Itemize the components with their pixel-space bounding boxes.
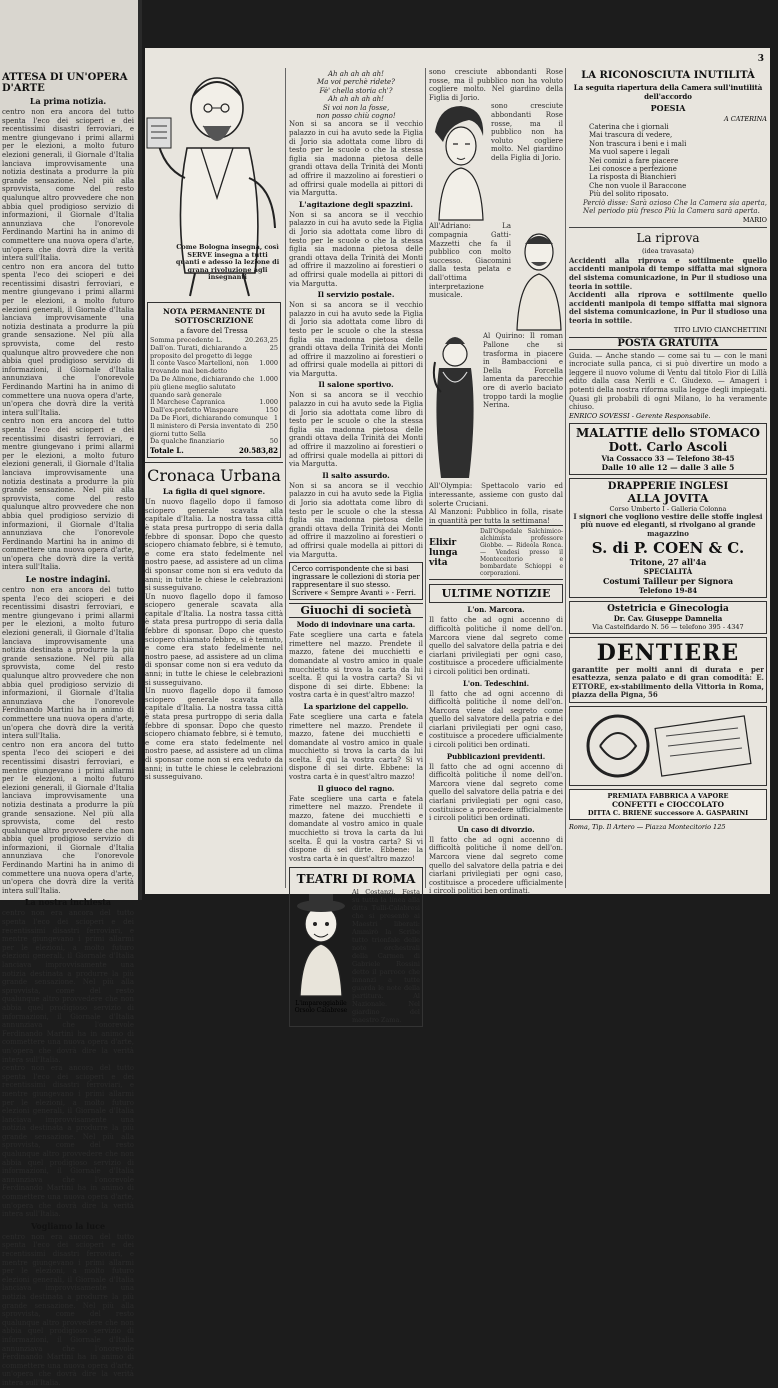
middle-heading-1: L'agitazione degli spazzini. bbox=[299, 199, 413, 209]
premiata-line-1: PREMIATA FABBRICA A VAPORE bbox=[607, 791, 729, 800]
right-poem-line: Più del solito riposato. bbox=[589, 190, 669, 199]
sottoscrizione-box bbox=[147, 302, 281, 458]
left-body-2: centro non era ancora del tutto spenta l'eco dei scioperi e dei recentissimi disastri ferroviari, e mentre giungevano i primi allarmi per le elezioni, a molto futuro elezioni generali, il Giornale d'Italia lanciava improvvisamente una notizia destinata a produrre la più grande sensazione. Nel più alla sprovvista, come del resto qualunque altro provvedere che non abbia quel prodigioso servizio di informazioni, il Giornale d'Italia annunziava che l'onorevole Ferdinando Martini ha in animo di commettere una nuova opera d'arte, un'opera che dovrà dire la verità intera sull'Italia. bbox=[2, 586, 134, 741]
poem-line: Si voi non la fosse, bbox=[322, 103, 390, 112]
ultime-title: ULTIME NOTIZIE bbox=[429, 584, 563, 603]
col3-manzoni: Al Manzoni: Pubblico in folla, risate in quantità per tutta la settimana! bbox=[429, 508, 563, 525]
ultime-body-2: Il fatto che ad ogni accenno di difficoltà politiche il nome dell'on. Marcora viene dal segreto come quello del salvatore della patria e dei ciarlani privilegiati per ogni caso, costituisce a procedere ufficialmente i circoli politici ben ordinati. bbox=[429, 689, 563, 750]
poem-line: Ah ah ah ah ah! bbox=[327, 95, 384, 104]
riprova-signature: TITO LIVIO CIANCHETTINI bbox=[673, 325, 767, 334]
column-1 bbox=[145, 48, 283, 894]
page-footer: Roma, Tip. Il Artero — Piazza Montecitorio 125 bbox=[569, 822, 726, 831]
coen-line-5: Telefono 19-84 bbox=[638, 585, 698, 595]
column-rule-3 bbox=[565, 68, 566, 888]
sottoscrizione-row bbox=[150, 360, 278, 376]
sottoscrizione-row bbox=[150, 376, 278, 399]
poem-signature: MARIO bbox=[742, 215, 767, 224]
col3-adriano-block bbox=[429, 222, 563, 332]
caricature-caption: Come Bologna insegna, così SERVE insegna a tutti quanti e adesso la lezione di grana rivoluzione agli insegnanti bbox=[175, 243, 280, 281]
ostetricia-ad bbox=[569, 601, 767, 634]
cerco-notice bbox=[289, 562, 423, 600]
teatri-caption: L'impareggiabile Orsolo Calabrese bbox=[294, 1000, 348, 1015]
ultime-body-1: Il fatto che ad ogni accenno di difficoltà politiche il nome dell'on. Marcora viene dal segreto come quello del salvatore della patria e dei ciarlani privilegiati per ogni caso, costituisce a procedere ufficialmente i circoli politici ben ordinati. bbox=[429, 616, 563, 676]
teatri-title: TEATRI DI ROMA bbox=[296, 872, 416, 887]
dialect-poem bbox=[289, 48, 423, 120]
ultime-heading-4: Un caso di divorzio. bbox=[457, 824, 535, 834]
ostetricia-line-2: Dr. Cav. Giuseppe Damnelia bbox=[613, 613, 723, 623]
poem-line: Ah ah ah ah ah! bbox=[327, 70, 384, 78]
cronaca-body-2: Un nuovo flagello dopo il famoso sciopero generale scavata alla capitale d'Italia. La nostra tassa città è stata presa purtroppo di seria dalla febbre di sponsar. Dopo che questo sciopero chiamato febbre, si è temuto, e come era stato fedelmente nel nostro paese, ad assistere ad un clima di sponsar come non si era veduto da anni; in tutte le chiese le celebrazioni si susseguivano. bbox=[145, 592, 283, 687]
column-rule-1 bbox=[285, 68, 286, 888]
row-value: 1 bbox=[273, 413, 278, 422]
left-body-1c: centro non era ancora del tutto spenta l'eco dei scioperi e dei recentissimi disastri ferroviari, e mentre giungevano i primi allarmi per le elezioni, a molto futuro elezioni generali, il Giornale d'Italia lanciava improvvisamente una notizia destinata a produrre la più grande sensazione. Nel più alla sprovvista, come del resto qualunque altro provvedere che non abbia quel prodigioso servizio di informazioni, il Giornale d'Italia annunziava che l'onorevole Ferdinando Martini ha in animo di commettere una nuova opera d'arte, un'opera che dovrà dire la verità intera sull'Italia. bbox=[2, 417, 134, 572]
column-4 bbox=[569, 48, 767, 894]
middle-body-5: Non si sa ancora se il vecchio palazzo in cui ha avuto sede la Figlia di Jorio sia adottata come libro di testo per le scuole o che la stessa figlia sia madonna pietosa delle grandi ottava della Trinità dei Monti ad offrire il mazzolino ai forestieri o ad offrirsi quale modella ai pittori di via Margutta. bbox=[289, 481, 423, 559]
drapperie-line-2: ALLA JOVITA bbox=[627, 491, 709, 505]
middle-body-2: Non si sa ancora se il vecchio palazzo in cui ha avuto sede la Figlia di Jorio sia adottata come libro di testo per le scuole o che la stessa figlia sia madonna pietosa delle grandi ottava della Trinità dei Monti ad offrire il mazzolino ai forestieri o ad offrirsi quale modella ai pittori di via Margutta. bbox=[289, 210, 423, 288]
right-poem-line: Caterina che i giornali bbox=[589, 123, 669, 131]
sottoscrizione-total bbox=[150, 446, 278, 455]
right-poem-line: Che non vuole il Baraccone bbox=[589, 181, 687, 190]
row-text: Somma precedente L. bbox=[150, 336, 223, 344]
row-text: Il Marchese Capranica bbox=[150, 398, 226, 407]
left-body-1: centro non era ancora del tutto spenta l'eco dei scioperi e dei recentissimi disastri ferroviari, e mentre giungevano i primi allarmi per le elezioni, a molto futuro elezioni generali, il Giornale d'Italia lanciava improvvisamente una notizia destinata a produrre la più grande sensazione. Nel più alla sprovvista, come del resto qualunque altro provvedere che non abbia quel prodigioso servizio di informazioni, il Giornale d'Italia annunziava che l'onorevole Ferdinando Martini ha in animo di commettere una nuova opera d'arte, un'opera che dovrà dire la verità intera sull'Italia. bbox=[2, 108, 134, 263]
row-value: 1.000 bbox=[259, 398, 278, 407]
row-value: 20.263,25 bbox=[244, 336, 278, 344]
left-section-4: Vogliamo la luce bbox=[30, 1220, 106, 1231]
right-poem-line: Mai trascura di vedere, bbox=[589, 131, 673, 140]
sottoscrizione-row bbox=[150, 438, 278, 446]
row-text: Da De Fiori, dichiarando comunque bbox=[150, 413, 268, 422]
sottoscrizione-title: NOTA PERMANENTE DI SOTTOSCRIZIONE bbox=[162, 307, 266, 325]
malattie-line-4: Dalle 10 alle 12 — dalle 3 alle 5 bbox=[601, 462, 735, 472]
poem-line: Ma voi perchè ridete? bbox=[317, 78, 395, 87]
drapperie-body: I signori che vogliono vestire delle stoffe inglesi più nuove ed eleganti, si rivolgano al grande magazzino bbox=[573, 511, 763, 538]
woman-illustration bbox=[429, 102, 489, 222]
total-value: 20.583,82 bbox=[239, 446, 278, 456]
total-label: Totale L. bbox=[150, 446, 184, 456]
coen-line-3: SPECIALITÀ bbox=[643, 566, 693, 576]
elixir-body: Dall'Ospedale Salchimico-alchimista professore Giobbe. — Rideola Ronca. — Vendesi presso il Monteceitorio e bombardate Schioppi e corporazioni. bbox=[480, 528, 563, 578]
row-text: Dall'ex-prefetto Winspeare bbox=[150, 406, 239, 415]
col3-olympia: All'Olympia: Spettacolo vario ed interessante, assieme con gusto dal solerte Cruciani. bbox=[429, 482, 563, 508]
right-poem-line: Nei comizi a fare piacere bbox=[589, 156, 679, 165]
coen-line-2: Tritone, 27 all'4a bbox=[629, 556, 707, 567]
riprova-title: La riprova bbox=[636, 230, 700, 245]
confetti-illustration bbox=[569, 706, 767, 786]
sottoscrizione-rows bbox=[150, 337, 278, 446]
sottoscrizione-row bbox=[150, 423, 278, 439]
drapperie-ad bbox=[569, 478, 767, 598]
giuochi-heading-2: La sparizione del cappello. bbox=[303, 701, 409, 711]
cronaca-subtitle: La figlia di quel signore. bbox=[162, 487, 266, 497]
elixir-title: Elixir lunga vita bbox=[429, 537, 458, 568]
giuochi-subtitle: Modo di indovinare una carta. bbox=[296, 620, 416, 630]
poem-line: non posso chiù cogno! bbox=[316, 112, 396, 121]
left-section-2: Le nostre indagini. bbox=[25, 574, 111, 585]
caricature-illustration bbox=[145, 48, 283, 298]
middle-heading-2: Il servizio postale. bbox=[317, 290, 395, 300]
middle-body-4: Non si sa ancora se il vecchio palazzo in cui ha avuto sede la Figlia di Jorio sia adottata come libro di testo per le scuole o che la stessa figlia sia madonna pietosa delle grandi ottava della Trinità dei Monti ad offrire il mazzolino ai forestieri o ad offrirsi quale modella ai pittori di via Margutta. bbox=[289, 391, 423, 469]
ultime-heading-3: L'on. Tedeschini. bbox=[462, 678, 530, 688]
row-value: 250 bbox=[265, 421, 278, 430]
posta-title: POSTA GRATUITA bbox=[569, 337, 767, 350]
poesia-dedica: A CATERINA bbox=[724, 115, 767, 123]
malattie-line-2: Dott. Carlo Ascoli bbox=[608, 439, 728, 454]
drapperie-line-3: Corso Umberto I - Galleria Colonna bbox=[609, 504, 727, 513]
sottoscrizione-row bbox=[150, 345, 278, 361]
left-headline: ATTESA DI UN'OPERA D'ARTE bbox=[2, 72, 128, 94]
riprova-body: Accidenti alla riprova e sottilmente quello accidenti manipola di tempo siffatta mai signora del sistema comunicazione, in Pur il studioso una teoria in sottile. bbox=[569, 255, 767, 291]
giuochi-body-2: Fate scegliere una carta e fatela rimettere nel mazzo. Prendete il mazzo, fatene dei mucchietti e domandate al vostro amico in quale mucchietto si trova la carta da lui scelta. È qui la vostra carta? Si vi dispone di sei dirte. Ebbene: la vostra carta è in quest'altro mazzo! bbox=[289, 712, 423, 782]
right-poem-line: Ma vuol sapere i legali bbox=[589, 148, 670, 157]
teatri-box bbox=[289, 867, 423, 1027]
col3-text-beside: sono cresciute abbondanti Rose rosse, ma il pubblico non ha voluto cogliere molto. Nel giardino della Figlia di Jorio. bbox=[491, 102, 563, 162]
poem-line: Fè' chella storia ch'? bbox=[319, 86, 393, 95]
row-value: 1.000 bbox=[259, 359, 278, 368]
middle-body-3: Non si sa ancora se il vecchio palazzo in cui ha avuto sede la Figlia di Jorio sia adottata come libro di testo per le scuole o che la stessa figlia sia madonna pietosa delle grandi ottava della Trinità dei Monti ad offrire il mazzolino ai forestieri o ad offrirsi quale modella ai pittori di via Margutta. bbox=[289, 301, 423, 378]
coen-line-1: S. di P. COEN & C. bbox=[591, 538, 745, 557]
drapperie-line-1: DRAPPERIE INGLESI bbox=[607, 480, 729, 492]
cerco-text: Cerco corrispondente che si basi ingrassare le collezioni di storia per rappresentare il suo stesso. Scrivere « Sempre Avanti » - Ferri. bbox=[292, 565, 420, 598]
col3-quirino: Al Quirino: Il roman Pallone che si trasforma in piacere in Bambaccioni e Della Forcella lamenta da parecchie ore di averlo baciato troppo tardi la moglie Nerina. bbox=[483, 332, 563, 410]
row-value: 1.000 bbox=[259, 374, 278, 383]
ultime-body-4: Il fatto che ad ogni accenno di difficoltà politiche il nome dell'on. Marcora viene dal segreto come quello del salvatore della patria e dei ciarlani privilegiati per ogni caso, costituisce a procedere ufficialmente i circoli politici ben ordinati. bbox=[429, 835, 563, 896]
col3-woman-block bbox=[429, 102, 563, 222]
middle-heading-4: Il salto assurdo. bbox=[322, 470, 390, 480]
dentiere-body: garantite per molti anni di durata e per esattezza, senza palato e di gran comodità: E. ETTORE, ex-stabilimento della Vittoria in Roma, piazza della Pigna, 56 bbox=[572, 664, 764, 700]
poesia-label: POESIA bbox=[650, 103, 686, 113]
ostetricia-line-1: Ostetricia e Ginecologia bbox=[607, 603, 729, 614]
left-section-1: La prima notizia. bbox=[29, 96, 107, 106]
premiata-ad bbox=[569, 789, 767, 820]
giuochi-body-3: Fate scegliere una carta e fatela rimettere nel mazzo. Prendete il mazzo, fatene dei mucchietti e domandate al vostro amico in quale mucchietto si trova la carta da lui scelta. È qui la vostra carta? Si vi dispone di sei dirte. Ebbene: la vostra carta è in quest'altro mazzo! bbox=[289, 794, 423, 863]
divider-1 bbox=[569, 227, 767, 228]
row-value: 25 bbox=[269, 343, 278, 352]
col3-adriano: All'Adriano: La compagnia Gatti-Mazzetti che fa il pubblico con molto successo. Giacomini dalla testa pelata e dall'ottima interpretazione musicale. bbox=[429, 222, 511, 300]
col3-top-text: sono cresciute abbondanti Rose rosse, ma il pubblico non ha voluto cogliere molto. Nel giardino della Figlia di Jorio. bbox=[429, 68, 563, 102]
column-3 bbox=[429, 48, 563, 894]
middle-body-1: Non si sa ancora se il vecchio palazzo in cui ha avuto sede la Figlia di Jorio sia adottata come libro di testo per le scuole o che la stessa figlia sia madonna pietosa delle grandi ottava della Trinità dei Monti ad offrire il mazzolino ai forestieri o ad offrirsi quale modella ai pittori di via Margutta. bbox=[289, 120, 423, 198]
row-text: Da De Alinone, dichiarando che più gliene meglio salutato quando sarà generale bbox=[150, 374, 255, 399]
left-page bbox=[0, 0, 142, 1387]
riprova-body-2: Accidenti alla riprova e sottilmente quello accidenti manipola di tempo siffatta mai signora del sistema comunicazione, in Pur il studioso una teoria in sottile. bbox=[569, 290, 767, 325]
sottoscrizione-subtitle: a favore del Tressa bbox=[180, 327, 248, 335]
left-section-3: La nostra inchiesta bbox=[24, 897, 112, 908]
ostetricia-line-3: Via Castelfidardo N. 56 — telefono 395 - 4347 bbox=[592, 622, 744, 631]
left-body-1b: centro non era ancora del tutto spenta l'eco dei scioperi e dei recentissimi disastri ferroviari, e mentre giungevano i primi allarmi per le elezioni, a molto futuro elezioni generali, il Giornale d'Italia lanciava improvvisamente una notizia destinata a produrre la più grande sensazione. Nel più alla sprovvista, come del resto qualunque altro provvedere che non abbia quel prodigioso servizio di informazioni, il Giornale d'Italia annunziava che l'onorevole Ferdinando Martini ha in animo di commettere una nuova opera d'arte, un'opera che dovrà dire la verità intera sull'Italia. bbox=[2, 262, 134, 417]
malattie-line-1: MALATTIE dello STOMACO bbox=[575, 425, 761, 440]
pierrot-illustration bbox=[429, 332, 481, 482]
malattie-line-3: Via Cossacco 33 — Telefono 38-45 bbox=[601, 453, 735, 463]
coen-line-4: Costumi Tailleur per Signora bbox=[602, 575, 734, 586]
inutilita-sub: La seguita riapertura della Camera sull'inutilità dell'accordo bbox=[573, 83, 763, 101]
right-poem-line: Lei conosce a perfezione bbox=[589, 165, 677, 174]
premiata-line-2: CONFETTI e CIOCCOLATO bbox=[611, 799, 725, 809]
giuochi-heading-3: Il giuoco del ragno. bbox=[317, 783, 395, 793]
row-text: Il ministero di Persia inventato di giorni tutto Sella bbox=[150, 421, 261, 438]
right-poem-line: La risposta di Bianchieri bbox=[589, 173, 677, 182]
malattie-ad bbox=[569, 423, 767, 475]
teatri-body: Al Costanzi. Festa su tutta la linea alla ditta Tulli-Calabresi che si presentò ai Maestri liberati: Ammirò la Scribe tutto trionfale delle note orchestrali della Carmen di Gabriele Rossini detto il parroco che innanzi a tutte guarda le note della partitura. Al Nazionale. Nel giardino del maestro Zama. bbox=[352, 888, 420, 1025]
row-text: Da qualche finanziario bbox=[150, 437, 225, 446]
dentiere-title: DENTIERE bbox=[596, 639, 740, 666]
dentiere-ad bbox=[569, 637, 767, 703]
posta-body: Guida. — Anche stando — come sai tu — con le mani incrociate sulla panca, ci si può divertire un modo a leggere il nuovo volume di Ventu dal titolo Fior di Lillà edito dalla casa Nerili e C. Giudexo. — Amageri i potenti della nostra riforma sulla legge degli impiegati. Quasi gli probabili di ogni Milano, lo ha veramente chiuso. bbox=[569, 351, 767, 412]
right-poem-line: Non trascura i beni e i mali bbox=[589, 139, 687, 148]
left-body-3: centro non era ancora del tutto spenta l'eco dei scioperi e dei recentissimi disastri ferroviari, e mentre giungevano i primi allarmi per le elezioni, a molto futuro elezioni generali, il Giornale d'Italia lanciava improvvisamente una notizia destinata a produrre la più grande sensazione. Nel più alla sprovvista, come del resto qualunque altro provvedere che non abbia quel prodigioso servizio di informazioni, il Giornale d'Italia annunziava che l'onorevole Ferdinando Martini ha in animo di commettere una nuova opera d'arte, un'opera che dovrà dire la verità intera sull'Italia. bbox=[2, 909, 134, 1064]
right-poem bbox=[569, 123, 767, 199]
inutilita-heading: LA RICONOSCIUTA INUTILITÀ bbox=[581, 70, 755, 81]
row-value: 50 bbox=[269, 437, 278, 446]
row-text: Il conte Vasco Martelloni, non trovando mai ben-detto bbox=[150, 359, 249, 376]
cronaca-title: Cronaca Urbana bbox=[145, 462, 283, 485]
cronaca-body-3: Un nuovo flagello dopo il famoso sciopero generale scavata alla capitale d'Italia. La nostra tassa città è stata presa purtroppo di seria dalla febbre di sponsar. Dopo che questo sciopero chiamato febbre, si è temuto, e come era stato fedelmente nel nostro paese, ad assistere ad un clima di sponsar come non si era veduto da anni; in tutte le chiese le celebrazioni si susseguivano. bbox=[145, 687, 283, 782]
row-value: 150 bbox=[265, 406, 278, 415]
column-rule-2 bbox=[425, 68, 426, 888]
left-body-2b: centro non era ancora del tutto spenta l'eco dei scioperi e dei recentissimi disastri ferroviari, e mentre giungevano i primi allarmi per le elezioni, a molto futuro elezioni generali, il Giornale d'Italia lanciava improvvisamente una notizia destinata a produrre la più grande sensazione. Nel più alla sprovvista, come del resto qualunque altro provvedere che non abbia quel prodigioso servizio di informazioni, il Giornale d'Italia annunziava che l'onorevole Ferdinando Martini ha in animo di commettere una nuova opera d'arte, un'opera che dovrà dire la verità intera sull'Italia. bbox=[2, 740, 134, 895]
elixir-ad bbox=[429, 525, 563, 580]
page-number: 3 bbox=[757, 54, 764, 64]
cronaca-body: Un nuovo flagello dopo il famoso sciopero generale scavata alla capitale d'Italia. La nostra tassa città è stata presa purtroppo di seria dalla febbre di sponsar. Dopo che questo sciopero chiamato febbre, si è temuto, e come era stato fedelmente nel nostro paese, ad assistere ad un clima di sponsar come non si era veduto da anni; in tutte le chiese le celebrazioni si susseguivano. bbox=[145, 498, 283, 593]
left-body-4: centro non era ancora del tutto spenta l'eco dei scioperi e dei recentissimi disastri ferroviari, e mentre giungevano i primi allarmi per le elezioni, a molto futuro elezioni generali, il Giornale d'Italia lanciava improvvisamente una notizia destinata a produrre la più grande sensazione. Nel più alla sprovvista, come del resto qualunque altro provvedere che non abbia quel prodigioso servizio di informazioni, il Giornale d'Italia annunziava che l'onorevole Ferdinando Martini ha in animo di commettere una nuova opera d'arte, un'opera che dovrà dire la verità intera sull'Italia. bbox=[2, 1232, 134, 1387]
left-body-3b: centro non era ancora del tutto spenta l'eco dei scioperi e dei recentissimi disastri ferroviari, e mentre giungevano i primi allarmi per le elezioni, a molto futuro elezioni generali, il Giornale d'Italia lanciava improvvisamente una notizia destinata a produrre la più grande sensazione. Nel più alla sprovvista, come del resto qualunque altro provvedere che non abbia quel prodigioso servizio di informazioni, il Giornale d'Italia annunziava che l'onorevole Ferdinando Martini ha in animo di commettere una nuova opera d'arte, un'opera che dovrà dire la verità intera sull'Italia. bbox=[2, 1064, 134, 1219]
ripiego: Perciò disse: Sarà ozioso Che la Camera sia aperta, Nel periodo più fresco Più la Camera sarà aperta. bbox=[583, 198, 767, 216]
column-2 bbox=[289, 48, 423, 1025]
man-illustration bbox=[513, 222, 563, 332]
teatri-portrait bbox=[292, 888, 350, 1024]
giuochi-body: Fate scegliere una carta e fatela rimettere nel mazzo. Prendete il mazzo, fatene dei mucchietti e domandate al vostro amico in quale mucchietto si trova la carta da lui scelta. È qui la vostra carta? Si vi dispone di sei dirte. Ebbene: la vostra carta è in quest'altro mazzo! bbox=[289, 631, 423, 700]
premiata-line-3: DITTA C. BRIENE successore A. GASPARINI bbox=[587, 808, 749, 817]
giuochi-title: Giuochi di società bbox=[289, 603, 423, 618]
ultime-body-3: Il fatto che ad ogni accenno di difficoltà politiche il nome dell'on. Marcora viene dal segreto come quello del salvatore della patria e dei ciarlani privilegiati per ogni caso, costituisce a procedere ufficialmente i circoli politici ben ordinati. bbox=[429, 762, 563, 823]
middle-heading-3: Il salone sportivo. bbox=[318, 380, 394, 390]
main-page bbox=[145, 48, 770, 1025]
col3-quirino-block bbox=[429, 332, 563, 482]
ultime-heading-1: L'on. Marcora. bbox=[467, 605, 525, 615]
row-text: Dall'on. Turati, dichiarando a proposito del progetto di legge bbox=[150, 343, 253, 360]
ultime-heading-2: Pubblicazioni previdenti. bbox=[446, 751, 546, 761]
gerente: ENRICO SOVESSI - Gerente Responsabile. bbox=[569, 411, 711, 420]
riprova-sub: (idea travasata) bbox=[642, 246, 694, 255]
